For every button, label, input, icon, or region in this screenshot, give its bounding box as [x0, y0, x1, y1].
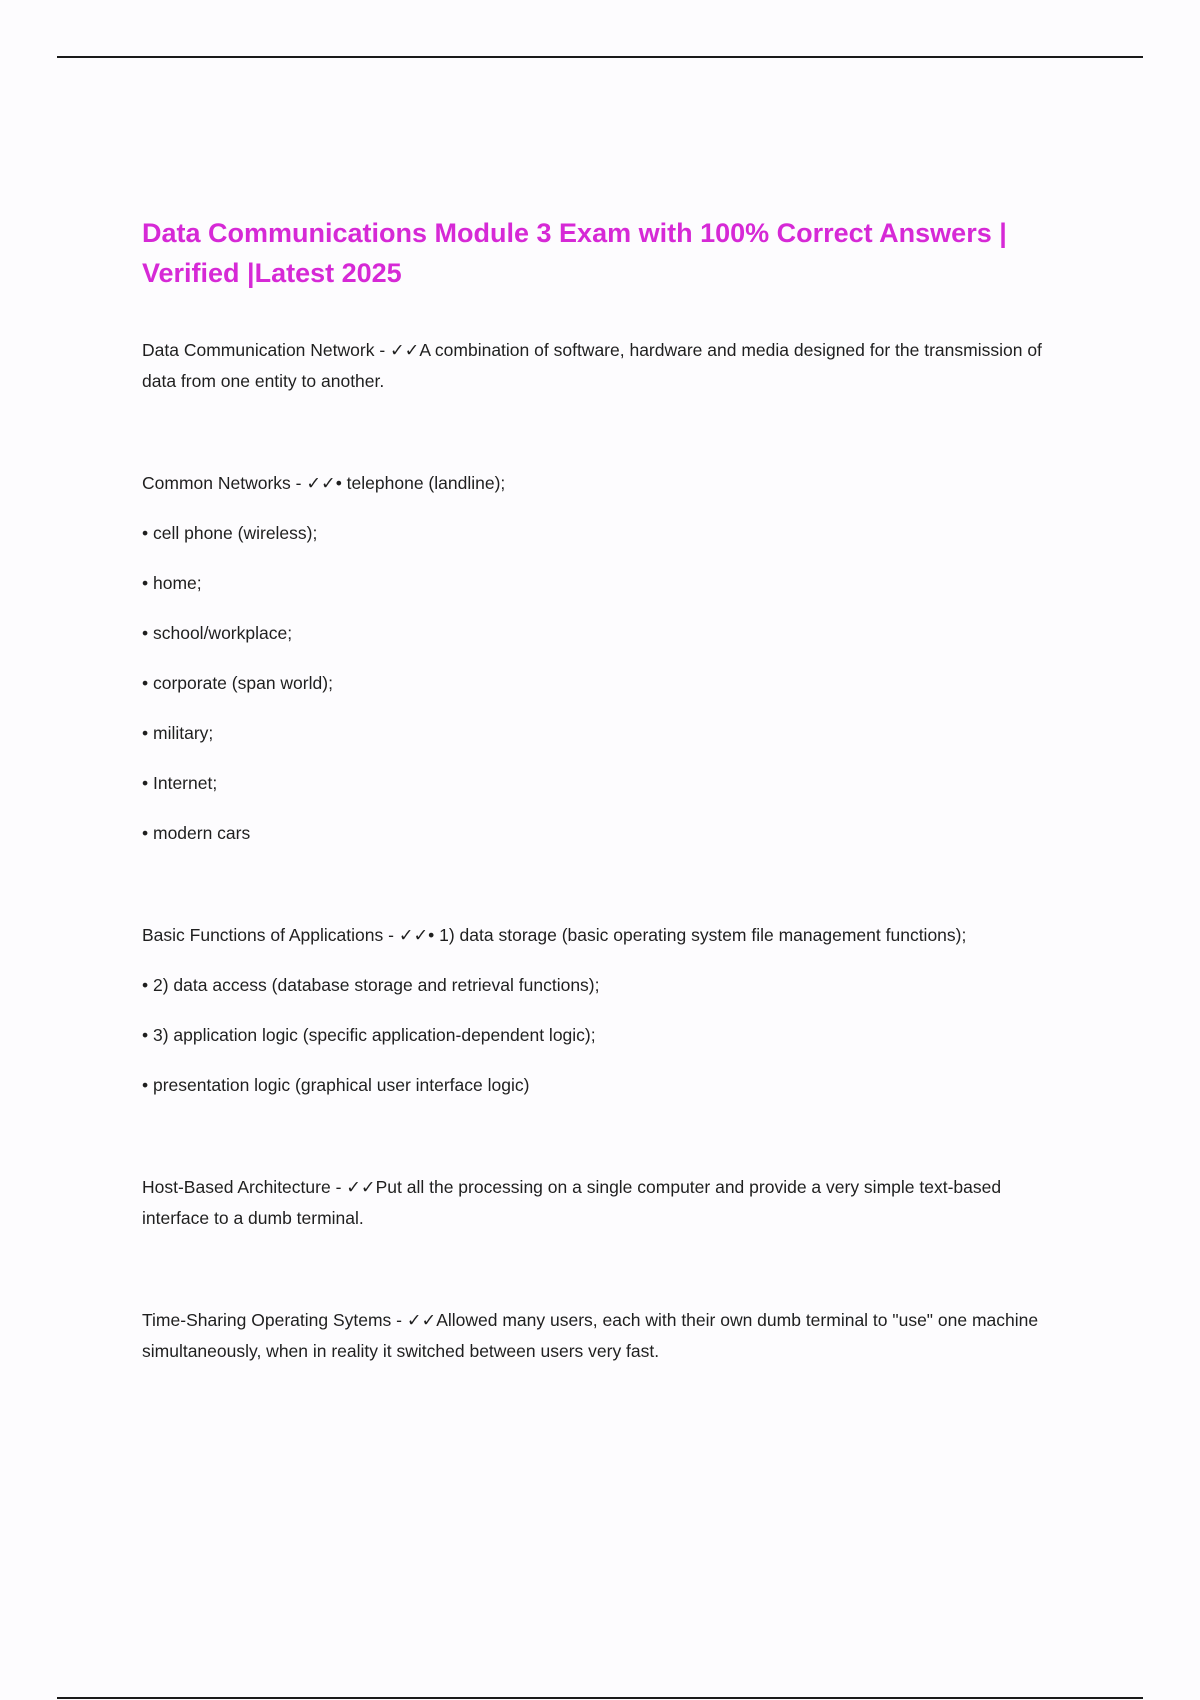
list-item: • school/workplace;: [142, 623, 293, 643]
qa-entry: [142, 1172, 1062, 1234]
checkmark-icon: ✓✓: [398, 925, 429, 945]
title-line-2: Verified |Latest 2025: [142, 258, 402, 288]
entry-term: Basic Functions of Applications: [142, 925, 384, 945]
checkmark-icon: ✓✓: [346, 1177, 376, 1197]
header-rule: [57, 56, 1143, 58]
entry-separator: -: [290, 473, 307, 493]
entry-definition: • telephone (landline);: [335, 473, 506, 493]
entry-separator: -: [374, 340, 391, 360]
entry-separator: -: [383, 925, 399, 945]
qa-entry: [142, 1305, 1062, 1367]
document-body: [142, 213, 1062, 1367]
list-item: • presentation logic (graphical user interface logic): [142, 1075, 530, 1095]
list-item: • modern cars: [142, 823, 251, 843]
entry-term: Data Communication Network: [142, 340, 375, 360]
entry-definition: A combination of software, hardware and media designed for the transmission of data from one entity to another.: [142, 340, 1042, 391]
checkmark-icon: ✓✓: [390, 340, 420, 360]
list-item: • cell phone (wireless);: [142, 523, 318, 543]
entry-separator: -: [391, 1310, 407, 1330]
entry-main-line: [142, 1305, 1062, 1367]
list-item: • home;: [142, 573, 202, 593]
list-item: • corporate (span world);: [142, 673, 333, 693]
checkmark-icon: ✓✓: [406, 1310, 437, 1330]
entry-main-line: [142, 1172, 1062, 1234]
footer-rule: [57, 1697, 1143, 1699]
entry-term: Time-Sharing Operating Sytems: [142, 1310, 392, 1330]
entry-main-line: [142, 468, 1062, 499]
entry-main-line: [142, 335, 1062, 397]
document-title: [142, 213, 1062, 293]
list-item: • 3) application logic (specific application-dependent logic);: [142, 1025, 596, 1045]
entry-definition: Allowed many users, each with their own dumb terminal to "use" one machine simultaneously, when in reality it switched between users very fast.: [142, 1310, 1039, 1361]
qa-entry: [142, 920, 1062, 1101]
qa-entry: [142, 468, 1062, 849]
title-line-1: Data Communications Module 3 Exam with 100% Correct Answers |: [142, 218, 1007, 248]
list-item: • 2) data access (database storage and retrieval functions);: [142, 975, 600, 995]
qa-entry: [142, 335, 1062, 397]
entry-term: Host-Based Architecture: [142, 1177, 331, 1197]
entry-separator: -: [330, 1177, 347, 1197]
entry-definition: Put all the processing on a single computer and provide a very simple text-based interface to a dumb terminal.: [142, 1177, 1002, 1228]
entry-term: Common Networks: [142, 473, 291, 493]
entry-main-line: [142, 920, 1062, 951]
checkmark-icon: ✓✓: [306, 473, 336, 493]
entry-definition: • 1) data storage (basic operating system file management functions);: [428, 925, 967, 945]
list-item: • military;: [142, 723, 214, 743]
list-item: • Internet;: [142, 773, 218, 793]
